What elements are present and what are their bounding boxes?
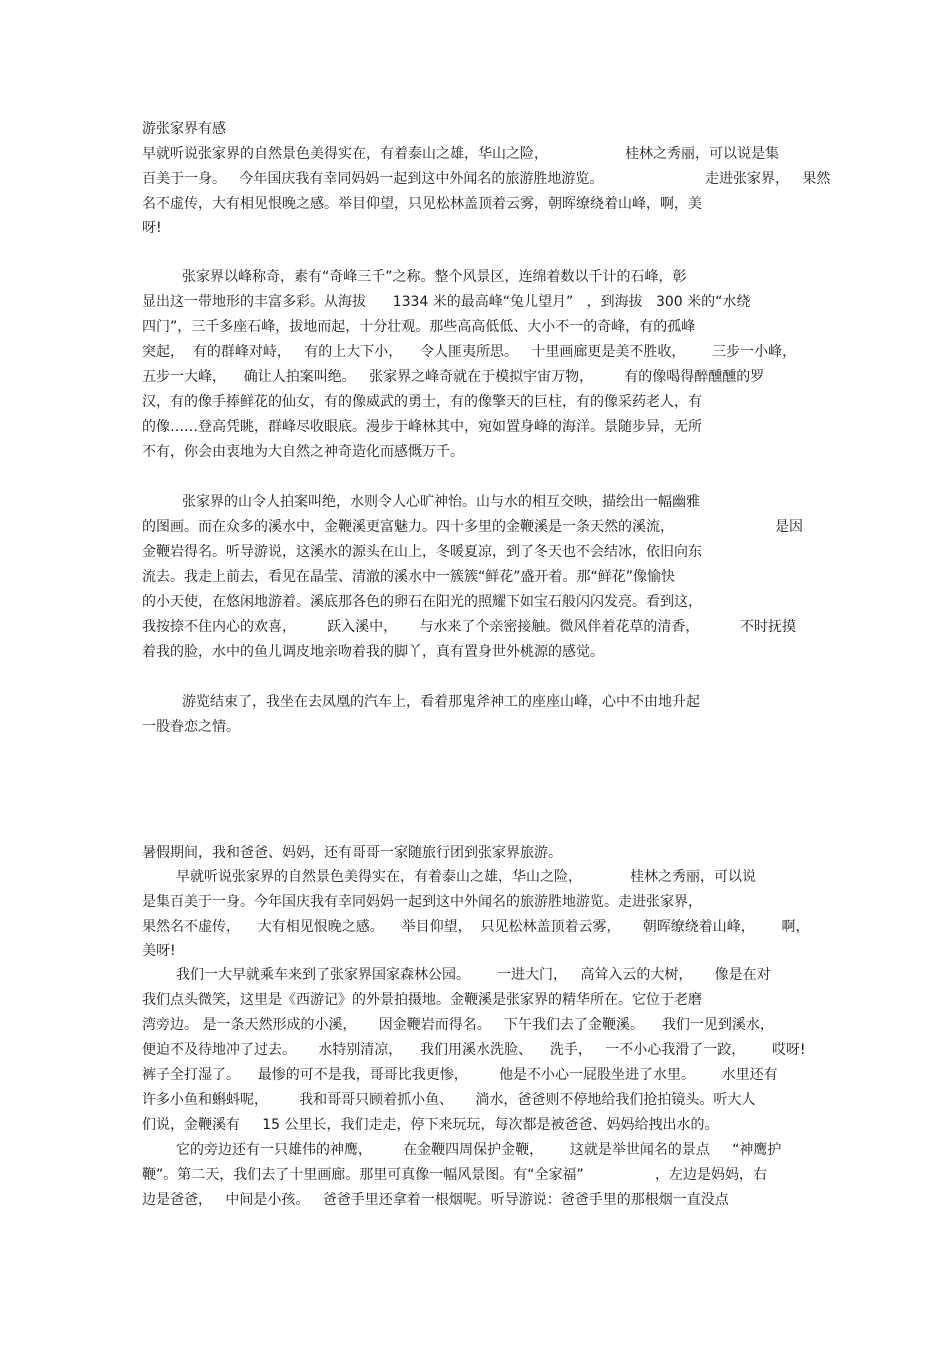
text-line bbox=[0, 490, 950, 515]
text-line bbox=[0, 240, 950, 265]
text-line bbox=[0, 988, 950, 1013]
text-line bbox=[0, 690, 950, 715]
line-text: 五步一大峰， 确让人拍案叫绝。 张家界之峰奇就在于模拟宇宙万物， 有的像喝得醉醺醺的罗 bbox=[142, 369, 765, 385]
line-text: 桂林之秀丽，可以说是集 bbox=[625, 146, 779, 162]
text-line bbox=[0, 1038, 950, 1063]
line-text: 的小天使，在悠闲地游着。溪底那各色的卵石在阳光的照耀下如宝石般闪闪发亮。看到这， bbox=[142, 594, 702, 610]
line-text: 们说，金鞭溪有 15 公里长，我们走走，停下来玩玩，每次都是被爸爸、妈妈给拽出水的。 bbox=[142, 1117, 719, 1133]
text-line bbox=[0, 340, 950, 365]
text-line bbox=[0, 216, 950, 241]
text-line bbox=[0, 142, 950, 167]
text-line bbox=[0, 1088, 950, 1113]
line-text: 裤子全打湿了。 最惨的可不是我，哥哥比我更惨， 他是不小心一屁股坐进了水里。 水里还有 bbox=[142, 1067, 778, 1083]
line-text: 我按捺不住内心的欢喜， 跃入溪中， 与水来了个亲密接触。微风伴着花草的清香， bbox=[142, 619, 700, 635]
text-line bbox=[0, 167, 950, 192]
line-text: 游张家界有感 bbox=[142, 121, 226, 137]
text-line bbox=[0, 665, 950, 690]
line-text: 湾旁边。 是一条天然形成的小溪， 因金鞭岩而得名。 下午我们去了金鞭溪。 我们一见到溪水， bbox=[142, 1017, 774, 1033]
line-text: 许多小鱼和蝌蚪呢， 我和哥哥只顾着抓小鱼、 淌水，爸爸则不停地给我们抢拍镜头。听大人 bbox=[142, 1092, 756, 1108]
line-text: 名不虚传，大有相见恨晚之感。举目仰望，只见松林盖顶着云雾，朝晖缭绕着山峰，啊，美 bbox=[142, 196, 702, 212]
text-line bbox=[0, 265, 950, 290]
line-text: 果然名不虚传， 大有相见恨晚之感。 举目仰望， 只见松林盖顶着云雾， 朝晖缭绕着山峰， 啊， bbox=[142, 919, 810, 935]
line-text: 百美于一身。 今年国庆我有幸同妈妈一起到这中外闻名的旅游胜地游览。 bbox=[142, 171, 604, 187]
line-text: 着我的脸，水中的鱼儿调皮地亲吻着我的脚丫，真有置身世外桃源的感觉。 bbox=[142, 644, 604, 660]
text-line bbox=[0, 290, 950, 315]
line-text: 桂林之秀丽，可以说 bbox=[630, 869, 756, 885]
text-line bbox=[0, 415, 950, 440]
line-text: 早就听说张家界的自然景色美得实在，有着泰山之雄，华山之险， bbox=[142, 146, 548, 162]
line-text: 走进张家界， 果然 bbox=[705, 171, 831, 187]
text-line bbox=[0, 963, 950, 988]
line-text: 汉，有的像手捧鲜花的仙女，有的像威武的勇士，有的像擎天的巨柱，有的像采药老人，有 bbox=[142, 394, 702, 410]
text-line bbox=[0, 939, 950, 964]
line-text: 我们一大早就乘车来到了张家界国家森林公园。 bbox=[176, 967, 470, 983]
text-line bbox=[0, 315, 950, 340]
text-line bbox=[0, 192, 950, 217]
text-line bbox=[0, 1188, 950, 1213]
text-line bbox=[0, 117, 950, 142]
text-line bbox=[0, 865, 950, 890]
line-text: 的像……登高凭眺，群峰尽收眼底。漫步于峰林其中，宛如置身峰的海洋。景随步异，无所 bbox=[142, 419, 702, 435]
text-line bbox=[0, 390, 950, 415]
text-line bbox=[0, 715, 950, 740]
line-text: 不时抚摸 bbox=[740, 619, 796, 635]
line-text: 是因 bbox=[775, 519, 803, 535]
line-text: 暑假期间，我和爸爸、妈妈，还有哥哥一家随旅行团到张家界旅游。 bbox=[142, 845, 562, 861]
text-line bbox=[0, 590, 950, 615]
text-line bbox=[0, 465, 950, 490]
text-line bbox=[0, 540, 950, 565]
line-text: 鞭”。第二天，我们去了十里画廊。那里可真像一幅风景图。有“全家福” bbox=[142, 1167, 584, 1183]
line-text: 四门”，三千多座石峰，拔地而起，十分壮观。那些高高低低、大小不一的奇峰，有的孤峰 bbox=[142, 319, 696, 335]
line-text: 便迫不及待地冲了过去。 水特别清凉， 我们用溪水洗脸、 洗手， 一不小心我滑了一跤， 哎呀! bbox=[142, 1042, 806, 1058]
line-text: 早就听说张家界的自然景色美得实在，有着泰山之雄，华山之险， bbox=[176, 869, 582, 885]
text-line bbox=[0, 1063, 950, 1088]
text-line bbox=[0, 890, 950, 915]
text-line bbox=[0, 1013, 950, 1038]
text-line bbox=[0, 1113, 950, 1138]
line-text: 金鞭岩得名。听导游说，这溪水的源头在山上，冬暖夏凉，到了冬天也不会结冰，依旧向东 bbox=[142, 544, 702, 560]
line-text: 我们点头微笑，这里是《西游记》的外景拍摄地。金鞭溪是张家界的精华所在。它位于老磨 bbox=[142, 992, 702, 1008]
line-text: 一进大门， 高耸入云的大树， 像是在对 bbox=[497, 967, 771, 983]
text-line bbox=[0, 841, 950, 866]
line-text: 突起， 有的群峰对峙， 有的上大下小， 令人匪夷所思。 十里画廊更是美不胜收， 三步一小峰， bbox=[142, 344, 797, 360]
text-line bbox=[0, 565, 950, 590]
text-line bbox=[0, 915, 950, 940]
line-text: 不有，你会由衷地为大自然之神奇造化而感慨万千。 bbox=[142, 444, 464, 460]
line-text: 张家界的山令人拍案叫绝，水则令人心旷神怡。山与水的相互交映，描绘出一幅幽雅 bbox=[182, 494, 700, 510]
line-text: 是集百美于一身。今年国庆我有幸同妈妈一起到这中外闻名的旅游胜地游览。走进张家界， bbox=[142, 894, 702, 910]
text-line bbox=[0, 440, 950, 465]
line-text: 的图画。而在众多的溪水中，金鞭溪更富魅力。四十多里的金鞭溪是一条天然的溪流， bbox=[142, 519, 674, 535]
line-text: ，左边是妈妈，右 bbox=[655, 1167, 767, 1183]
line-text: 游览结束了，我坐在去凤凰的汽车上，看着那鬼斧神工的座座山峰，心中不由地升起 bbox=[182, 694, 700, 710]
line-text: 美呀! bbox=[142, 943, 176, 959]
line-text: 边是爸爸， 中间是小孩。 爸爸手里还拿着一根烟呢。听导游说：爸爸手里的那根烟一直没点 bbox=[142, 1192, 729, 1208]
line-text: 它的旁边还有一只雄伟的神鹰， 在金鞭四周保护金鞭， 这就是举世闻名的景点 “神鹰护 bbox=[176, 1142, 782, 1158]
line-text: 显出这一带地形的丰富多彩。从海拔 1334 米的最高峰“兔儿望月” ，到海拔 300 米的“水绕 bbox=[142, 294, 751, 310]
text-line bbox=[0, 515, 950, 540]
line-text: 一股眷恋之情。 bbox=[142, 719, 240, 735]
text-line bbox=[0, 1138, 950, 1163]
text-line bbox=[0, 640, 950, 665]
line-text: 呀! bbox=[142, 220, 162, 236]
text-line bbox=[0, 365, 950, 390]
text-line bbox=[0, 615, 950, 640]
text-line bbox=[0, 1163, 950, 1188]
line-text: 张家界以峰称奇，素有“奇峰三千”之称。整个风景区，连绵着数以千计的石峰，彰 bbox=[182, 269, 687, 285]
line-text: 流去。我走上前去，看见在晶莹、清澈的溪水中一簇簇“鲜花”盛开着。那“鲜花”像愉快 bbox=[142, 569, 676, 585]
